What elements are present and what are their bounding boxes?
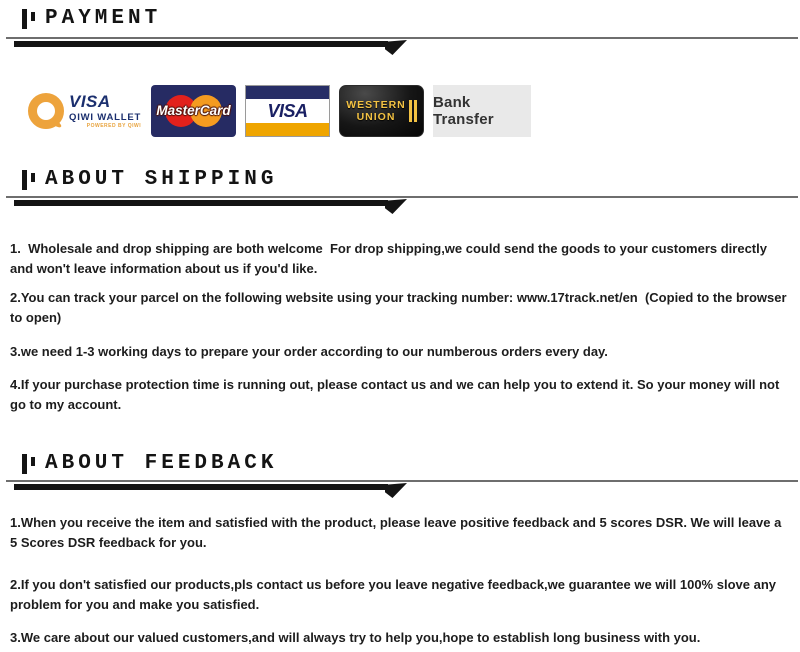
western-union-text [346,100,406,122]
section-divider [0,480,800,500]
divider-thick-bar [14,200,388,206]
section-header-shipping [22,168,277,191]
qiwi-visa-label: VISA [69,91,111,111]
divider-thick-bar [14,484,388,490]
western-union-line1: WESTERN [346,99,406,111]
quote-bars-icon [22,9,35,29]
mastercard-logo [151,85,236,137]
qiwi-text-block [69,93,141,130]
western-union-line2: UNION [356,110,396,123]
shipping-paragraph-3: 3.we need 1-3 working days to prepare your order according to our numberous orders every day. [10,344,608,359]
qiwi-wallet-logo [28,84,142,138]
feedback-paragraph-2: 2.If you don't satisfied our products,pls contact us before you leave negative feedback,we guarantee we will 100% slove any problem for you and make you satisfied. [10,577,780,612]
qiwi-q-icon [28,93,64,129]
shipping-paragraph-4: 4.If your purchase protection time is running out, please contact us and we can help you to extend it. So your money will not go to my account. [10,377,783,412]
visa-top-band [246,86,329,99]
bank-transfer-logo [433,85,531,137]
payment-methods-row [28,84,531,138]
visa-label: VISA [267,100,308,121]
qiwi-subtext: POWERED BY QIWI [86,123,142,130]
divider-thin-line [6,480,798,482]
western-union-logo [339,85,424,137]
visa-mid-band [246,99,329,123]
visa-logo [245,85,330,137]
mastercard-label: MasterCard [156,102,231,118]
feedback-paragraph-3: 3.We care about our valued customers,and will always try to help you,hope to establish long business with you. [10,630,701,645]
divider-thick-bar [14,41,388,47]
feedback-paragraph-1: 1.When you receive the item and satisfied with the product, please leave positive feedback and 5 scores DSR. We will leave a 5 Scores DSR feedback for you. [10,515,785,550]
divider-arrow-icon [385,483,407,498]
section-divider [0,37,800,57]
qiwi-wallet-label: QIWI WALLET [69,111,142,123]
western-union-inner [346,100,417,122]
payment-section-title: PAYMENT [45,7,162,30]
visa-gold-band [246,123,329,136]
divider-thin-line [6,196,798,198]
divider-thin-line [6,37,798,39]
shipping-section-title: ABOUT SHIPPING [45,168,278,191]
divider-arrow-icon [385,40,407,55]
shipping-paragraph-2: 2.You can track your parcel on the following website using your tracking number: www.17track.net/en (Copied to the browser to open) [10,290,791,325]
shipping-paragraph-1: 1. Wholesale and drop shipping are both welcome For drop shipping,we could send the goods to your customers directly and won't leave information about us if you'd like. [10,241,771,276]
section-header-payment [22,7,161,30]
western-union-bars-icon [409,100,417,122]
quote-bars-icon [22,454,35,474]
quote-bars-icon [22,170,35,190]
feedback-section-title: ABOUT FEEDBACK [45,452,278,475]
divider-arrow-icon [385,199,407,214]
section-divider [0,196,800,216]
section-header-feedback [22,452,277,475]
bank-transfer-label: Bank Transfer [433,94,494,128]
